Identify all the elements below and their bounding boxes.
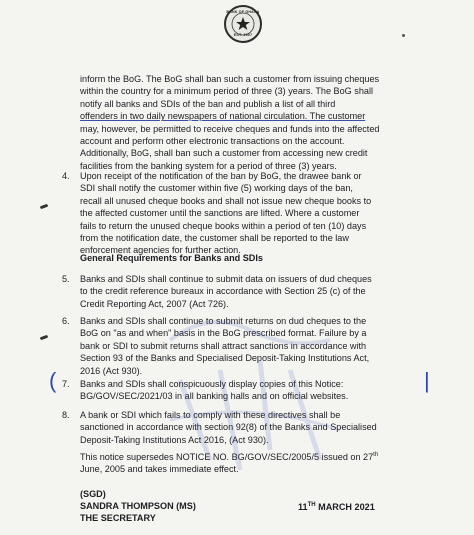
- stamp-watermark: [150, 300, 350, 480]
- text-line: June, 2005 and takes immediate effect.: [80, 464, 239, 475]
- date-day: 11: [298, 502, 308, 513]
- paragraph-continued: [80, 73, 413, 172]
- notice-date: [298, 502, 375, 512]
- supersedes-text: This notice supersedes NOTICE NO. BG/GOV/SEC/2005/5 issued on 27: [80, 452, 374, 463]
- item-number-4: 4.: [62, 171, 70, 181]
- text-line: SDI shall notify the customer within five (5) working days of the ban,: [80, 183, 353, 194]
- text-line: BoG on "as and when" basis in the BoG prescribed format. Failure by a: [80, 328, 367, 339]
- text-line: to the credit reference bureaux in accordance with Section 25 (c) of the: [80, 286, 366, 297]
- signed-marker: (SGD): [80, 489, 106, 499]
- text-line: Banks and SDIs shall continue to submit data on issuers of dud cheques: [80, 274, 372, 284]
- text-line: A bank or SDI which fails to comply with these directives shall be: [80, 410, 341, 420]
- text-line-underlined: offenders in two daily newspapers of national circulation. The customer: [80, 111, 366, 122]
- text-line: notify all banks and SDIs of the ban and publish a list of all third: [80, 98, 336, 109]
- item-number-6: 6.: [62, 316, 70, 326]
- signatory-name: SANDRA THOMPSON (MS): [80, 501, 196, 511]
- text-line: facilities from the banking system for a period of three (3) years.: [80, 160, 337, 171]
- seal-bottom-text: EST. 1957: [233, 33, 253, 37]
- text-line: Upon receipt of the notification of the ban by BoG, the drawee bank or: [80, 171, 362, 181]
- text-line: inform the BoG. The BoG shall ban such a customer from issuing cheques: [80, 74, 380, 84]
- pen-mark: [40, 335, 49, 341]
- text-line: Credit Reporting Act, 2007 (Act 726).: [80, 298, 229, 309]
- pen-mark: [40, 204, 49, 210]
- text-line: 2016 (Act 930).: [80, 365, 143, 376]
- text-line: Section 93 of the Banks and Specialised Deposit-Taking Institutions Act,: [80, 353, 370, 364]
- section-heading: General Requirements for Banks and SDIs: [80, 253, 263, 263]
- date-month-year: MARCH 2021: [315, 502, 375, 513]
- date-suffix: th: [373, 452, 379, 458]
- bank-of-ghana-seal: [224, 5, 262, 43]
- text-line: account and perform other electronic transactions on the account.: [80, 136, 345, 147]
- item-number-7: 7.: [62, 379, 70, 389]
- item-number-5: 5.: [62, 274, 70, 284]
- text-line: sanctioned in accordance with section 92(8) of the Banks and Specialised: [80, 422, 377, 433]
- text-line: enforcement agencies for further action.: [80, 245, 241, 256]
- text-line: the affected customer until the sanctions are lifted. Where a customer: [80, 208, 360, 219]
- text-line: within the country for a minimum period of three (3) years. The BoG shall: [80, 86, 373, 97]
- text-line: Banks and SDIs shall conspicuously display copies of this Notice:: [80, 379, 344, 389]
- text-line: Banks and SDIs shall continue to submit returns on dud cheques to the: [80, 316, 367, 326]
- text-line: fails to return the unused cheque books within a period of ten (10) days: [80, 220, 367, 231]
- text-line: BG/GOV/SEC/2021/03 in all banking halls and on official websites.: [80, 391, 349, 402]
- page-mark: [402, 34, 405, 37]
- text-line: Deposit-Taking Institutions Act 2016, (Act 930).: [80, 434, 269, 445]
- bracket-mark-left: (: [49, 368, 57, 393]
- signature-block: [80, 488, 196, 524]
- bracket-mark-right: |: [424, 368, 430, 393]
- signatory-title: THE SECRETARY: [80, 513, 156, 523]
- text-line: from the notification date, the customer shall be reported to the law: [80, 233, 349, 244]
- text-line: recall all unused cheque books and shall not issue new cheque books to: [80, 195, 372, 206]
- text-line: Additionally, BoG, shall ban such a customer from accessing new credit: [80, 148, 368, 159]
- paragraph-4: [80, 170, 413, 257]
- text-line: may, however, be permitted to receive cheques and funds into the affected: [80, 123, 380, 134]
- date-day-suffix: TH: [307, 502, 316, 508]
- text-line: bank or SDI to submit returns shall attract sanctions in accordance with: [80, 340, 367, 351]
- seal-top-text: BANK OF GHANA: [226, 10, 260, 14]
- item-number-8: 8.: [62, 410, 70, 420]
